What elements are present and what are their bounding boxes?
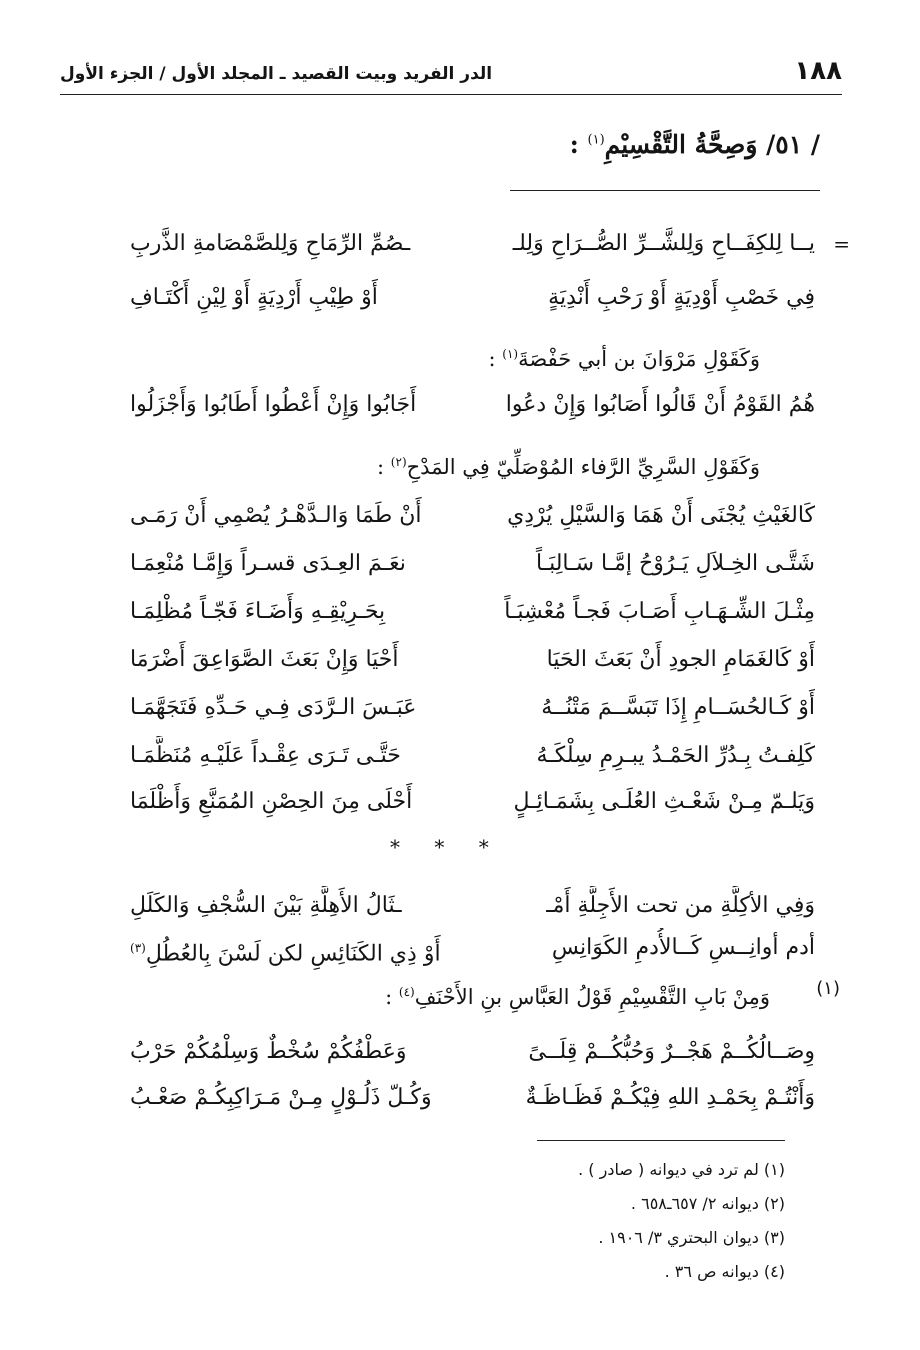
- quote-intro: [489, 338, 760, 375]
- verse-second-hemistich: نعَـمَ العِـدَى قسـراً وَإِمَّـا مُنْعِمَـا: [130, 551, 406, 576]
- verse-second-hemistich: أَوْ طِيْبِ أَرْدِيَةٍ أَوْ لِيْنِ أَكْتَـافِ: [130, 285, 378, 310]
- verse-second-hemistich: ـصُمِّ الرِّمَاحِ وَلِلصَّمْصَامةِ الذَّربِ: [130, 231, 411, 256]
- quote-intro: [377, 446, 760, 483]
- heading-colon: :: [569, 130, 588, 159]
- footnote: (٤) ديوانه ص ٣٦ .: [664, 1262, 785, 1281]
- verse-line: [130, 782, 815, 822]
- continuation-mark: =: [833, 232, 850, 256]
- verse-first-hemistich: وَيَلـمّ مِـنْ شَعْـثِ العُلَـى بِشَمَـائِـلٍ: [513, 789, 815, 814]
- verse-line: [130, 928, 815, 968]
- verse-first-hemistich: كَلِفـتُ بِـدُرِّ الحَمْـدُ يبـرِمِ سِلْكَـهُ: [536, 743, 815, 768]
- heading-text: / ٥١/ وَصِحَّةُ التَّقْسِيْمِ: [604, 130, 820, 159]
- footnote-rule: [537, 1140, 785, 1141]
- page-number: ١٨٨: [794, 56, 842, 86]
- quote-intro: [385, 976, 770, 1013]
- page-header: [60, 56, 842, 95]
- verse-line: [130, 688, 815, 728]
- verse-line: [130, 385, 815, 425]
- verse-first-hemistich: وِصَــالُكُــمْ هَجْــرٌ وَحُبُّكُــمْ قِلَــىً: [528, 1039, 815, 1064]
- verse-second-hemistich: أَنْ طَمَا وَالـدَّهْـرُ يُصْمِي أَنْ رَمَـى: [130, 503, 422, 528]
- quote-intro-colon: :: [385, 985, 399, 1009]
- verse-first-hemistich: مِثْـلَ الشِّـهَـابِ أَصَـابَ فَجـاً مُعْشِبَـاً: [504, 599, 815, 624]
- footnote: (١) لم ترد في ديوانه ( صادر ) .: [578, 1160, 785, 1179]
- verse-line: [130, 592, 815, 632]
- heading-footnote-ref: (١): [587, 132, 605, 148]
- verse-second-hemistich: حَتَّـى تَـرَى عِقْـداً عَلَيْـهِ مُنَظَّمَـا: [130, 743, 401, 768]
- heading-rule: [510, 190, 820, 191]
- verse-first-hemistich: هُمُ القَوْمُ أَنْ قَالُوا أَصَابُوا وَإِنْ دعُوا: [505, 392, 815, 417]
- verse-second-hemistich: أَحْيَا وَإِنْ بَعَثَ الصَّوَاعِقَ أَضْرَمَا: [130, 647, 399, 672]
- running-title: الدر الفريد وبيت القصيد ـ المجلد الأول / الجزء الأول: [60, 64, 493, 84]
- verse-first-hemistich: أَوْ كَـالحُسَــامِ إِذَا تَبَسَّــمَ مَتْنُــهُ: [541, 695, 815, 720]
- verse-first-hemistich: أدم أوانِــسِ كَــالأُدمِ الكَوَانِسِ: [551, 935, 815, 960]
- verse-first-hemistich: يــا لِلكِفَــاحِ وَلِلشَّــرِّ الصُّــرَاحِ وَلِلـ: [512, 231, 815, 256]
- quote-intro-text: وَمِنْ بَابِ التَّقْسِيْمِ قَوْلُ العَبَّاسِ بنِ الأَحْنَفِ: [414, 985, 770, 1009]
- section-heading: [570, 130, 820, 159]
- verse-first-hemistich: فِي خَصْبِ أَوْدِيَةٍ أَوْ رَحْبِ أَنْدِيَةٍ: [548, 285, 815, 310]
- verse-first-hemistich: وَفِي الأكِلَّةِ من تحت الأَجِلَّةِ أَمْـ: [546, 893, 815, 918]
- verse-line: [130, 496, 815, 536]
- verse-line: [130, 1032, 815, 1072]
- verse-second-hemistich: عَبَـسَ الـرَّدَى فِـي حَـدِّهِ فَتَجَهَّمَـا: [130, 695, 417, 720]
- verse-line: [130, 640, 815, 680]
- verse-line: [130, 886, 815, 926]
- verse-line: [130, 544, 815, 584]
- verse-second-hemistich: ـثَالُ الأَهِلَّةِ بَيْنَ السُّجْفِ وَالكَلَلِ: [130, 893, 402, 918]
- quote-intro-text: وَكَقَوْلِ مَرْوَانَ بن أبي حَفْصَةَ: [518, 347, 760, 371]
- section-separator: * * *: [390, 835, 503, 859]
- footnote-ref: (٤): [398, 985, 415, 999]
- verse-second-hemistich: أَجَابُوا وَإِنْ أَعْطُوا أَطَابُوا وَأَجْزَلُوا: [130, 392, 417, 417]
- verse-line: [130, 224, 815, 264]
- footnote: (٣) ديوان البحتري ٣/ ١٩٠٦ .: [598, 1228, 785, 1247]
- verse-second-hemistich: [130, 928, 460, 974]
- verse-first-hemistich: كَالغَيْثِ يُجْنَى أَنْ هَمَا وَالسَّيْلِ يُرْدِي: [507, 503, 815, 528]
- quote-intro-text: وَكَقَوْلِ السَّرِيِّ الرَّفاء المُوْصَلِّيّ فِي المَدْحِ: [406, 455, 760, 479]
- verse-hemistich-text: أَوْ ذِي الكَنَائِسِ لكن لَسْنَ بِالعُطُلِ: [145, 941, 441, 967]
- quote-intro-colon: :: [488, 347, 503, 371]
- footnote-ref: (١): [502, 347, 519, 361]
- verse-line: [130, 1078, 815, 1118]
- verse-first-hemistich: أَوْ كَالغَمَامِ الجودِ أَنْ بَعَثَ الحَيَا: [546, 647, 815, 672]
- verse-second-hemistich: بِحَـرِيْقِـهِ وَأَضَـاءَ فَجّـاً مُظْلِمَـا: [130, 599, 386, 624]
- verse-second-hemistich: وَكُـلّ ذَلُـوْلٍ مِـنْ مَـرَاكِبِكُـمْ صَعْـبُ: [130, 1085, 432, 1110]
- footnote-ref: (٣): [130, 941, 146, 955]
- verse-line: [130, 736, 815, 776]
- verse-first-hemistich: وَأَنْتُـمْ بِحَمْـدِ اللهِ فِيْكُـمْ فَظَـاظَـةٌ: [525, 1085, 815, 1110]
- quote-intro-colon: :: [377, 455, 391, 479]
- margin-footnote-marker: (١): [816, 978, 840, 999]
- footnote: (٢) ديوانه ٢/ ٦٥٧ـ٦٥٨ .: [630, 1194, 785, 1213]
- footnote-ref: (٢): [390, 455, 407, 469]
- verse-second-hemistich: أَحْلَى مِنَ الحِصْنِ المُمَنَّعِ وَأَظْلَمَا: [130, 789, 413, 814]
- verse-second-hemistich: وَعَطْفُكُمْ سُخْطٌ وَسِلْمُكُمْ حَرْبُ: [130, 1039, 407, 1064]
- verse-line: [130, 278, 815, 318]
- verse-first-hemistich: شَتَّـى الخِـلاَلِ يَـرُوْحُ إمَّـا سَـالِبَـاً: [535, 551, 815, 576]
